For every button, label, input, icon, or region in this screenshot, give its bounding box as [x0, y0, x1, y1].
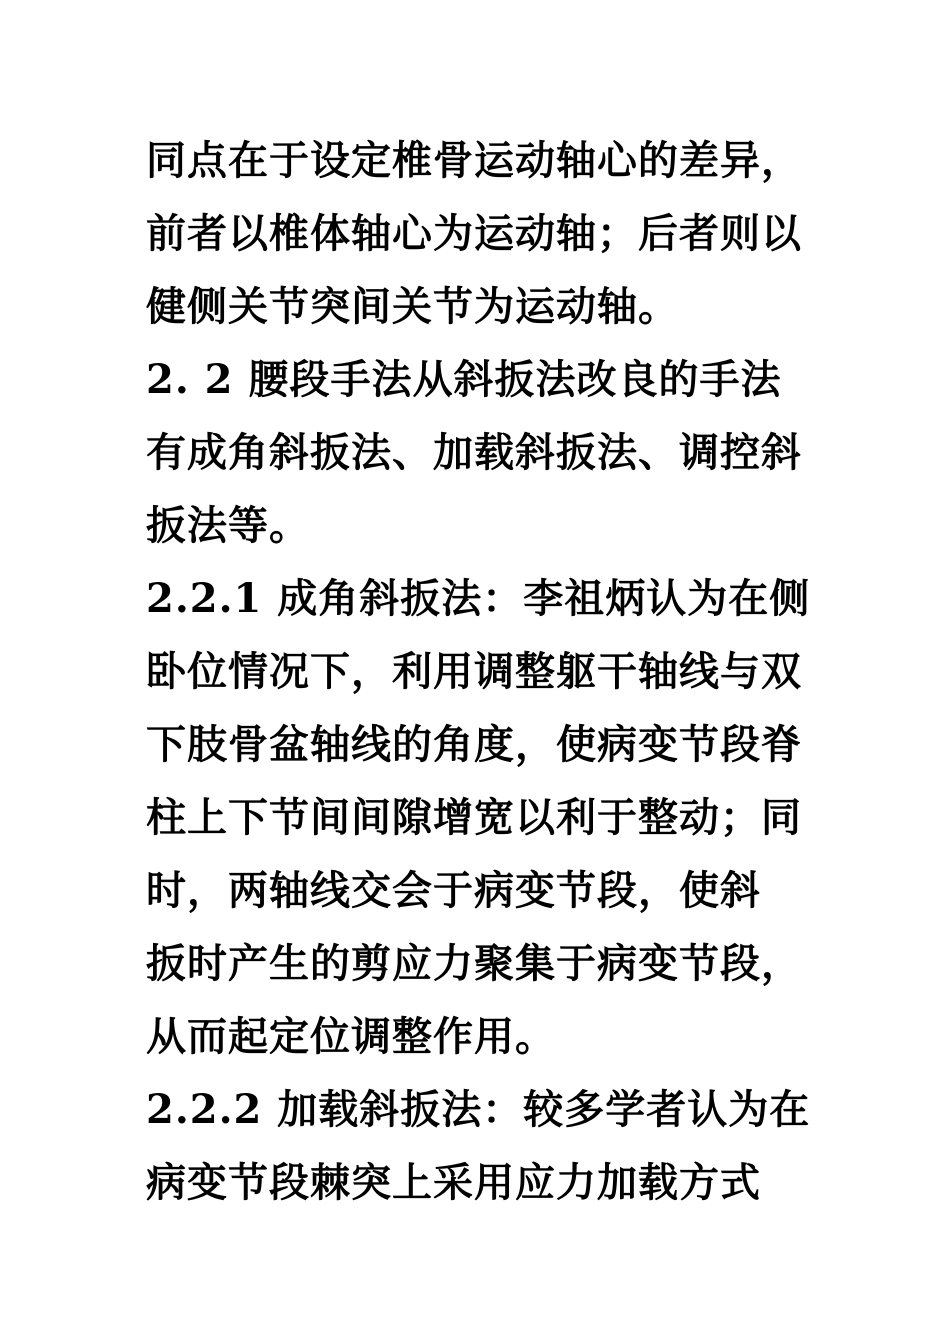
text-line: 同点在于设定椎骨运动轴心的差异，	[146, 137, 802, 184]
text-line: 扳时产生的剪应力聚集于病变节段，	[146, 940, 802, 987]
text-line: 从而起定位调整作用。	[146, 1013, 556, 1060]
text-line: 前者以椎体轴心为运动轴；后者则以	[146, 210, 802, 257]
section-heading-2-2-1: 2.2.1 成角斜扳法：李祖炳认为在侧	[146, 575, 811, 622]
section-heading-2-2-2: 2.2.2 加载斜扳法：较多学者认为在	[146, 1086, 811, 1133]
text-line: 扳法等。	[146, 502, 310, 549]
text-line: 柱上下节间间隙增宽以利于整动；同	[146, 794, 802, 841]
text-line: 卧位情况下，利用调整躯干轴线与双	[146, 648, 802, 695]
body-text	[146, 124, 826, 1219]
section-heading-2-2: 2. 2 腰段手法从斜扳法改良的手法	[146, 356, 782, 403]
text-line: 下肢骨盆轴线的角度，使病变节段脊	[146, 721, 802, 768]
text-line: 有成角斜扳法、加载斜扳法、调控斜	[146, 429, 802, 476]
text-line: 时，两轴线交会于病变节段，使斜	[146, 867, 761, 914]
text-line: 病变节段棘突上采用应力加载方式	[146, 1159, 761, 1206]
text-line: 健侧关节突间关节为运动轴。	[146, 283, 679, 330]
